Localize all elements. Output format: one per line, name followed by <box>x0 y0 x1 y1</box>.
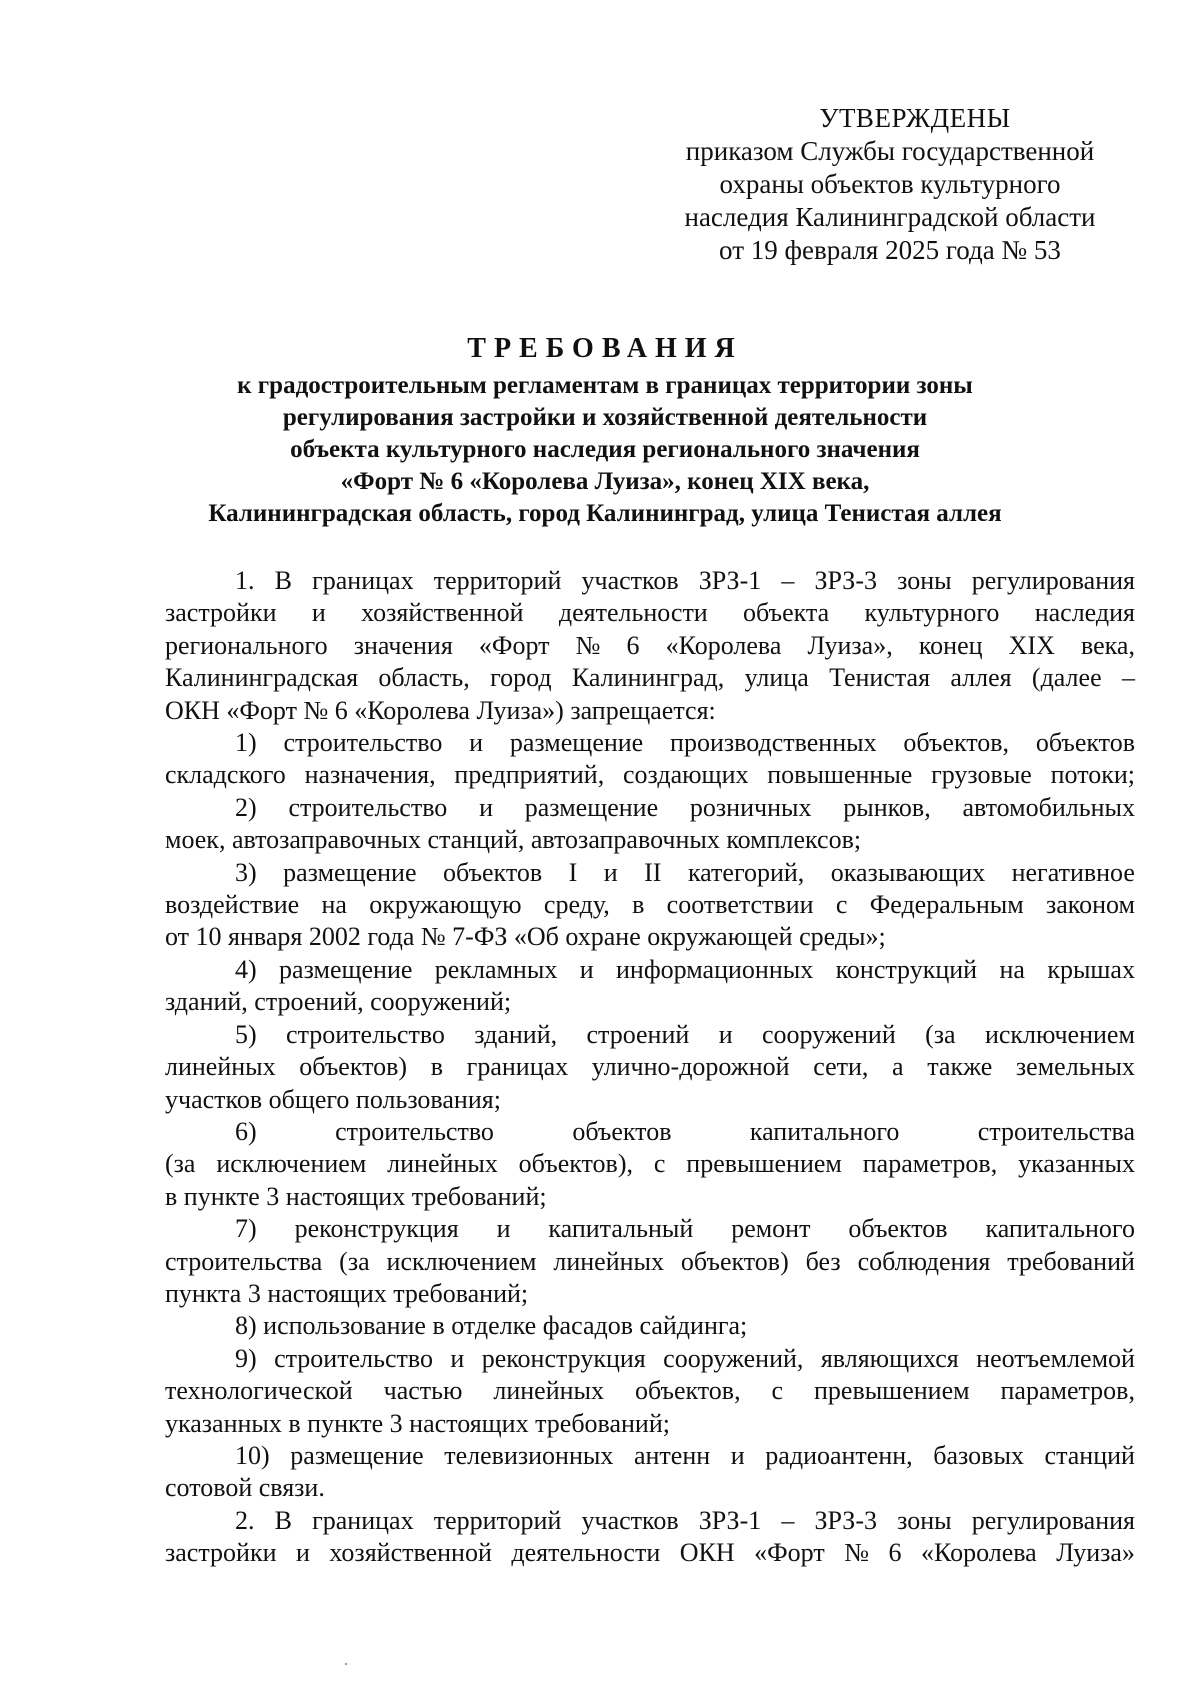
approval-line: наследия Калининградской области <box>684 202 1096 232</box>
body-line <box>165 792 1135 824</box>
body-word: капитального <box>749 1116 900 1146</box>
body-word: 1. <box>235 566 255 595</box>
body-word: исключением <box>984 1019 1135 1049</box>
body-word: и <box>730 1440 745 1470</box>
body-line <box>165 954 1135 986</box>
body-word: крышах <box>1047 954 1135 984</box>
body-word: конец <box>918 630 983 660</box>
body-line <box>165 1213 1135 1245</box>
body-word: город <box>490 663 552 693</box>
body-word: Луиза» <box>1056 1538 1135 1568</box>
body-word: грузовые <box>931 760 1032 790</box>
body-text-run: пункта 3 настоящих требований; <box>165 1278 529 1308</box>
body-word: (за <box>339 1246 370 1276</box>
body-word: радиоантенн, <box>765 1440 913 1470</box>
body-word: и <box>311 598 326 628</box>
body-word: 1) <box>235 728 257 758</box>
body-word: В <box>274 566 292 595</box>
body-line <box>165 1440 1135 1472</box>
body-word: хозяйственной <box>329 1538 492 1568</box>
body-word: базовых <box>933 1440 1024 1470</box>
body-word: 9) <box>235 1343 257 1373</box>
body-word: строительства <box>977 1116 1135 1146</box>
body-line <box>165 1084 1135 1116</box>
body-text-run: зданий, строений, сооружений; <box>165 987 512 1017</box>
body-word: объектов, <box>903 728 1010 758</box>
body-word: также <box>927 1052 993 1082</box>
body-word: сети, <box>813 1052 869 1082</box>
body-text-run: в пункте 3 настоящих требований; <box>165 1181 547 1211</box>
body-line <box>165 597 1135 629</box>
body-word: земельных <box>1015 1052 1135 1082</box>
approval-line: приказом Службы государственной <box>685 136 1095 166</box>
body-word: негативное <box>1011 857 1135 887</box>
body-word: без <box>805 1246 841 1276</box>
body-word: территорий <box>433 1505 562 1535</box>
document-subtitle-line: объекта культурного наследия регионального значения <box>290 436 920 463</box>
body-word: (за <box>165 1149 196 1179</box>
body-word: зоны <box>897 1505 952 1535</box>
body-word: размещение <box>283 857 417 887</box>
body-line <box>165 857 1135 889</box>
body-line <box>165 921 1135 953</box>
body-line <box>165 1537 1135 1569</box>
body-word: частью <box>383 1376 463 1406</box>
body-word: с <box>771 1376 784 1406</box>
body-word: и <box>718 1019 733 1049</box>
body-word: предприятий, <box>454 760 605 790</box>
body-word: II <box>644 857 662 887</box>
body-word: рекламных <box>434 954 558 984</box>
body-word: Калининградская <box>165 663 359 693</box>
body-line <box>165 986 1135 1018</box>
body-line <box>165 1148 1135 1180</box>
document-body <box>165 565 1135 1570</box>
approval-heading: УТВЕРЖДЕНЫ <box>819 103 1011 133</box>
body-line <box>165 759 1135 791</box>
body-word: зоны <box>897 566 952 595</box>
body-word: и <box>579 954 594 984</box>
body-word: складского <box>165 760 286 790</box>
body-word: 6) <box>235 1116 257 1146</box>
body-word: объектов, <box>634 1376 741 1406</box>
body-word: культурного <box>864 598 1000 628</box>
body-word: регулирования <box>971 566 1135 595</box>
body-word: воздействие <box>165 890 300 920</box>
body-word: № <box>844 1538 870 1568</box>
body-word: объектов <box>848 1214 948 1244</box>
body-word: требований <box>1007 1246 1135 1276</box>
body-word: застройки <box>165 1538 277 1568</box>
approval-line: охраны объектов культурного <box>719 169 1061 199</box>
body-word: (далее <box>1031 663 1102 693</box>
body-line <box>165 824 1135 856</box>
body-word: область, <box>378 663 470 693</box>
body-word: Тенистая <box>829 663 931 693</box>
body-line <box>165 1116 1135 1148</box>
body-word: размещение <box>279 954 413 984</box>
scan-artifact <box>345 1663 347 1665</box>
body-word: ЗРЗ-3 <box>814 1505 877 1535</box>
body-word: «Форт <box>478 630 550 660</box>
body-word: рынков, <box>843 792 931 822</box>
body-word: «Королева <box>665 630 782 660</box>
body-word: «Королева <box>921 1538 1037 1568</box>
body-line <box>165 630 1135 662</box>
body-word: конструкций <box>835 954 978 984</box>
body-word: реконструкция <box>481 1343 646 1373</box>
body-word: строительства <box>165 1246 323 1276</box>
body-word: № <box>575 630 601 660</box>
body-text-run: моек, автозаправочных станций, автозаправочных комплексов; <box>165 825 862 855</box>
body-word: участков <box>581 1505 679 1535</box>
document-subtitle-line: Калининградская область, город Калининград, улица Тенистая аллея <box>208 500 1002 527</box>
body-word: линейных <box>493 1376 605 1406</box>
body-word: ремонт <box>731 1214 811 1244</box>
approval-line: от 19 февраля 2025 года № 53 <box>719 235 1061 265</box>
body-word: ОКН <box>679 1538 735 1568</box>
body-text-run: участков общего пользования; <box>165 1084 501 1114</box>
body-word: улично-дорожной <box>591 1052 790 1082</box>
body-word: неотъемлемой <box>976 1343 1135 1373</box>
body-word: окружающую <box>369 890 522 920</box>
body-word: 3) <box>235 857 257 887</box>
body-word: строений <box>586 1019 690 1049</box>
body-line <box>165 1246 1135 1278</box>
body-word: и <box>296 1538 310 1568</box>
body-word: XIX <box>1008 630 1055 660</box>
body-word: – <box>1121 663 1135 693</box>
body-word: в <box>632 890 645 920</box>
body-word: значения <box>353 630 453 660</box>
body-text-run: указанных в пункте 3 настоящих требований; <box>165 1408 670 1438</box>
body-word: линейных <box>553 1246 665 1276</box>
body-word: производственных <box>670 728 877 758</box>
body-word: границах <box>312 1505 414 1535</box>
body-line <box>165 1343 1135 1375</box>
body-word: 7) <box>235 1214 257 1244</box>
body-word: ЗРЗ-1 <box>698 1505 762 1535</box>
body-word: территорий <box>433 566 562 595</box>
body-word: ЗРЗ-1 <box>698 566 762 595</box>
body-line <box>165 1375 1135 1407</box>
body-word: превышением <box>813 1376 970 1406</box>
body-word: указанных <box>1018 1149 1135 1179</box>
body-word: исключением <box>216 1149 367 1179</box>
body-word: века, <box>1081 630 1135 660</box>
body-line <box>165 1505 1135 1537</box>
body-line <box>165 695 1135 727</box>
body-word: линейных <box>387 1149 498 1179</box>
body-word: объектов <box>442 857 543 887</box>
body-word: регулирования <box>971 1505 1135 1535</box>
body-word: строительство <box>283 728 443 758</box>
body-word: 2. <box>235 1505 255 1535</box>
body-text-run: сотовой связи. <box>165 1473 325 1503</box>
body-word: хозяйственной <box>361 598 524 628</box>
body-word: аллея <box>950 663 1012 693</box>
body-word: антенн <box>633 1440 711 1470</box>
body-text-run: от 10 января 2002 года № 7-ФЗ «Об охране окружающей среды»; <box>165 922 886 952</box>
body-word: и <box>496 1214 511 1244</box>
body-word: линейных <box>165 1052 276 1082</box>
body-word: и <box>469 728 484 758</box>
document-subtitle-line: «Форт № 6 «Королева Луиза», конец XIX века, <box>340 468 870 495</box>
body-word: сооружений, <box>663 1343 804 1373</box>
body-line <box>165 1051 1135 1083</box>
body-word: строительство <box>274 1343 433 1373</box>
body-word: капитального <box>985 1214 1135 1244</box>
body-text-run: ОКН «Форт № 6 «Королева Луиза») запрещается: <box>165 695 716 725</box>
body-word: деятельности <box>558 598 708 628</box>
body-word: исключением <box>386 1246 537 1276</box>
body-line <box>165 727 1135 759</box>
body-word: объектов <box>572 1116 672 1146</box>
body-word: создающих <box>623 760 749 790</box>
body-word: объектов) <box>299 1052 408 1082</box>
body-word: строительство <box>288 792 448 822</box>
body-line <box>165 1019 1135 1051</box>
body-word: 10) <box>235 1440 270 1470</box>
body-word: информационных <box>616 954 814 984</box>
body-line <box>165 1181 1135 1213</box>
body-word: и <box>450 1343 465 1373</box>
body-word: Калининград, <box>571 663 725 693</box>
body-word: с <box>835 890 848 920</box>
body-word: капитальный <box>548 1214 694 1244</box>
body-word: 6 <box>888 1538 902 1568</box>
body-word: на <box>321 890 347 920</box>
body-word: среду, <box>543 890 610 920</box>
body-word: назначения, <box>304 760 436 790</box>
body-word: улица <box>744 663 809 693</box>
body-line <box>165 662 1135 694</box>
body-word: телевизионных <box>444 1440 614 1470</box>
body-word: а <box>892 1052 904 1082</box>
body-word: размещение <box>509 728 644 758</box>
body-word: ЗРЗ-3 <box>814 566 877 595</box>
body-line <box>165 889 1135 921</box>
document-subtitle-line: к градостроительным регламентам в границах территории зоны <box>237 372 973 399</box>
body-word: застройки <box>165 598 277 628</box>
body-word: в <box>430 1052 444 1082</box>
body-line <box>165 1472 1135 1504</box>
body-word: параметров, <box>862 1149 998 1179</box>
body-word: законом <box>1045 890 1135 920</box>
body-word: В <box>274 1505 292 1535</box>
body-word: 6 <box>626 630 640 660</box>
body-word: объектов), <box>518 1149 633 1179</box>
body-word: реконструкция <box>294 1214 459 1244</box>
body-word: – <box>781 1505 795 1535</box>
body-word: параметров, <box>1000 1376 1135 1406</box>
body-word: превышением <box>686 1149 842 1179</box>
body-word: размещение <box>290 1440 424 1470</box>
body-word: Федеральным <box>869 890 1024 920</box>
body-word: соблюдения <box>857 1246 991 1276</box>
document-title-block <box>150 332 1060 530</box>
body-line <box>165 1310 1135 1342</box>
body-word: и <box>479 792 493 822</box>
body-word: наследия <box>1034 598 1135 628</box>
body-text-run: 8) использование в отделке фасадов сайдинга; <box>235 1311 748 1341</box>
body-word: категорий, <box>687 857 805 887</box>
approval-stamp-block <box>640 102 1140 267</box>
body-word: объектов) <box>680 1246 789 1276</box>
body-word: на <box>999 954 1025 984</box>
body-word: повышенные <box>767 760 913 790</box>
body-word: сооружений <box>761 1019 896 1049</box>
body-word: объектов <box>1035 728 1135 758</box>
body-word: соответствии <box>666 890 814 920</box>
body-word: регионального <box>165 630 328 660</box>
body-line <box>165 565 1135 597</box>
body-word: 2) <box>235 792 257 822</box>
body-line <box>165 1408 1135 1440</box>
body-word: 5) <box>235 1019 257 1049</box>
body-word: строительство <box>335 1116 494 1146</box>
body-word: границах <box>312 566 414 595</box>
body-word: деятельности <box>511 1538 661 1568</box>
body-word: с <box>653 1149 666 1179</box>
document-subtitle-line: регулирования застройки и хозяйственной деятельности <box>282 404 928 431</box>
body-word: и <box>603 857 618 887</box>
body-word: потоки; <box>1050 760 1135 790</box>
body-word: зданий, <box>474 1019 558 1049</box>
body-word: 4) <box>235 954 257 984</box>
body-word: являющихся <box>820 1343 959 1373</box>
body-word: границах <box>466 1052 569 1082</box>
body-word: строительство <box>286 1019 445 1049</box>
body-word: участков <box>581 566 679 595</box>
body-word: I <box>568 857 578 887</box>
body-word: розничных <box>689 792 812 822</box>
body-word: Луиза», <box>807 630 893 660</box>
body-word: «Форт <box>754 1538 825 1568</box>
body-line <box>165 1278 1135 1310</box>
body-word: (за <box>925 1019 956 1049</box>
body-word: станций <box>1044 1440 1135 1470</box>
body-word: – <box>781 566 795 595</box>
document-title: ТРЕБОВАНИЯ <box>467 333 743 364</box>
body-word: оказывающих <box>830 857 986 887</box>
body-word: объекта <box>743 598 830 628</box>
body-word: автомобильных <box>962 792 1135 822</box>
body-word: технологической <box>165 1376 353 1406</box>
body-word: размещение <box>524 792 659 822</box>
